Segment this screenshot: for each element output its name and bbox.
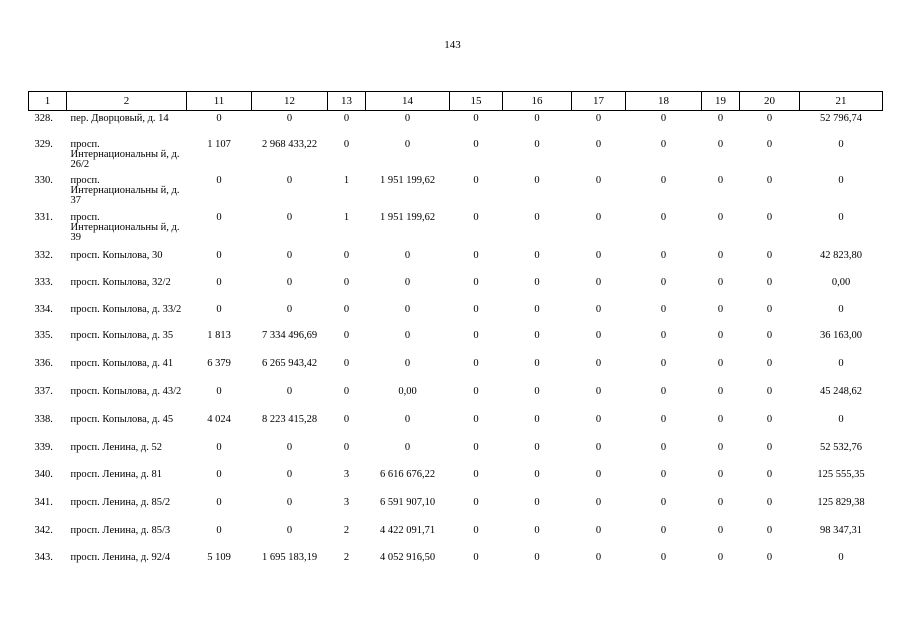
cell-value: 7 334 496,69 [261,329,318,341]
cell-value: 0 [534,441,540,453]
cell-value: 0 [216,496,222,508]
cell-value: 52 532,76 [820,441,862,453]
cell-value: 0 [717,329,724,341]
cell-value: 0 [216,303,222,315]
cell-value: 0 [717,138,724,150]
table-row [29,328,883,356]
cell-value: 52 796,74 [820,113,862,124]
column-header: 13 [328,92,366,111]
cell-value: 0 [534,468,540,480]
cell-value: 0 [717,357,724,369]
cell-value: 0 [660,138,667,150]
cell-value: 0 [216,113,222,124]
cell-value: 0 [216,385,222,397]
cell-value: 1 813 [207,329,231,341]
cell-value: 0 [766,551,773,563]
cell-value: 0 [595,174,602,186]
cell-value: 125 829,38 [817,496,865,508]
cell-value: 0 [343,303,350,315]
cell-value: 0 [534,357,540,369]
row-number: 339. [34,441,53,453]
column-header: 19 [702,92,740,111]
cell-value: 98 347,31 [820,524,862,536]
cell-value: 0 [343,329,350,341]
row-address: просп. Ленина, д. 85/3 [70,524,171,536]
row-number: 342. [34,524,53,536]
row-address: просп. Ленина, д. 81 [70,468,162,480]
cell-value: 0 [473,211,479,223]
cell-value: 0 [766,276,773,288]
cell-value: 0 [404,329,411,341]
cell-value: 0 [473,496,479,508]
cell-value: 0 [595,385,602,397]
row-address: просп. Копылова, 30 [70,249,163,261]
cell-value: 0 [717,468,724,480]
cell-value: 0 [766,441,773,453]
cell-value: 0 [286,441,293,453]
cell-value: 6 265 943,42 [261,357,318,369]
cell-value: 0 [216,524,222,536]
row-number: 329. [34,138,53,150]
cell-value: 0 [717,249,724,261]
cell-value: 0 [766,113,773,124]
column-header: 11 [187,92,252,111]
cell-value: 0 [404,113,411,124]
cell-value: 6 379 [207,357,231,369]
cell-value: 0 [473,524,479,536]
cell-value: 45 248,62 [820,385,862,397]
cell-value: 0 [286,211,293,223]
cell-value: 0 [595,329,602,341]
cell-value: 0 [473,174,479,186]
cell-value: 1 [343,174,350,186]
cell-value: 0 [766,385,773,397]
column-header: 14 [366,92,450,111]
data-table [28,91,883,578]
cell-value: 0 [286,303,293,315]
table-row [29,495,883,523]
cell-value: 0 [473,413,479,425]
cell-value: 3 [343,496,350,508]
cell-value: 0 [286,276,293,288]
cell-value: 0 [534,211,540,223]
cell-value: 0 [343,357,350,369]
row-number: 333. [34,276,53,288]
row-number: 336. [34,357,53,369]
cell-value: 0 [717,113,724,124]
cell-value: 0 [660,211,667,223]
cell-value: 2 968 433,22 [261,138,318,150]
cell-value: 0 [286,385,293,397]
cell-value: 0 [473,551,479,563]
table-row [29,173,883,210]
cell-value: 0 [473,276,479,288]
row-address: пер. Дворцовый, д. 14 [70,113,169,124]
column-header: 21 [800,92,883,111]
cell-value: 0 [286,249,293,261]
column-header: 12 [252,92,328,111]
cell-value: 0 [473,138,479,150]
column-header: 15 [450,92,503,111]
cell-value: 0 [343,385,350,397]
table-header-row [29,92,883,111]
cell-value: 0 [473,249,479,261]
cell-value: 0 [473,303,479,315]
table-row [29,412,883,440]
table-body [29,111,883,578]
cell-value: 0 [534,413,540,425]
cell-value: 0 [717,303,724,315]
row-address: просп. Ленина, д. 52 [70,441,162,453]
cell-value: 1 [343,211,350,223]
cell-value: 0 [595,211,602,223]
cell-value: 0 [473,468,479,480]
table-row [29,111,883,137]
table-row [29,356,883,384]
cell-value: 0 [717,524,724,536]
table-row [29,248,883,275]
cell-value: 2 [343,551,350,563]
cell-value: 0 [660,357,667,369]
cell-value: 0 [595,357,602,369]
cell-value: 0 [660,385,667,397]
row-number: 332. [34,249,53,261]
column-header: 20 [740,92,800,111]
cell-value: 0 [216,211,222,223]
column-header: 17 [572,92,626,111]
cell-value: 0 [595,138,602,150]
cell-value: 0 [534,385,540,397]
cell-value: 0 [595,413,602,425]
cell-value: 0 [717,211,724,223]
cell-value: 0 [717,385,724,397]
row-address: просп. Копылова, д. 33/2 [70,303,182,315]
cell-value: 0 [660,468,667,480]
cell-value: 0 [534,113,540,124]
column-header: 16 [503,92,572,111]
row-address: просп. Интернациональны й, д. 26/2 [70,138,180,170]
table-row [29,137,883,173]
cell-value: 0 [595,113,602,124]
cell-value: 0 [766,211,773,223]
cell-value: 0 [660,303,667,315]
cell-value: 0 [534,329,540,341]
cell-value: 0 [343,276,350,288]
cell-value: 0 [766,524,773,536]
cell-value: 0 [404,276,411,288]
cell-value: 0 [766,249,773,261]
cell-value: 0 [286,524,293,536]
cell-value: 0 [717,441,724,453]
cell-value: 0 [534,551,540,563]
cell-value: 0 [660,329,667,341]
table-row [29,550,883,578]
cell-value: 0 [534,138,540,150]
cell-value: 0 [534,249,540,261]
cell-value: 0 [286,468,293,480]
cell-value: 0 [473,385,479,397]
cell-value: 0 [473,357,479,369]
cell-value: 0 [766,329,773,341]
table-row [29,275,883,302]
cell-value: 0 [660,441,667,453]
cell-value: 0 [766,138,773,150]
cell-value: 0 [595,524,602,536]
cell-value: 0 [660,496,667,508]
cell-value: 2 [343,524,350,536]
cell-value: 0 [838,551,844,563]
cell-value: 1 951 199,62 [379,174,436,186]
cell-value: 125 555,35 [817,468,865,480]
cell-value: 0 [534,524,540,536]
row-address: просп. Ленина, д. 85/2 [70,496,171,508]
table-row [29,440,883,467]
cell-value: 0 [717,276,724,288]
cell-value: 0 [595,468,602,480]
cell-value: 0 [473,329,479,341]
row-address: просп. Копылова, д. 41 [70,357,174,369]
cell-value: 4 052 916,50 [379,551,436,563]
cell-value: 0 [660,249,667,261]
cell-value: 0 [286,496,293,508]
cell-value: 0 [216,276,222,288]
cell-value: 0 [534,174,540,186]
cell-value: 0 [404,303,411,315]
cell-value: 0 [473,113,479,124]
table-row [29,210,883,248]
cell-value: 0 [838,303,844,315]
cell-value: 42 823,80 [820,249,862,261]
cell-value: 6 591 907,10 [379,496,436,508]
row-number: 328. [34,113,53,124]
cell-value: 0 [717,551,724,563]
cell-value: 0 [660,551,667,563]
cell-value: 0 [343,413,350,425]
table-row [29,302,883,328]
cell-value: 0 [534,303,540,315]
cell-value: 3 [343,468,350,480]
cell-value: 0 [838,357,844,369]
cell-value: 5 109 [207,551,231,563]
cell-value: 1 951 199,62 [379,211,436,223]
row-number: 338. [34,413,53,425]
cell-value: 0 [660,413,667,425]
cell-value: 0 [838,174,844,186]
cell-value: 0 [766,303,773,315]
row-address: просп. Интернациональны й, д. 37 [70,174,180,206]
cell-value: 0 [534,276,540,288]
cell-value: 0 [286,113,293,124]
cell-value: 0 [660,524,667,536]
page-number: 143 [444,39,461,51]
cell-value: 0 [216,249,222,261]
row-number: 335. [34,329,53,341]
cell-value: 4 422 091,71 [379,524,436,536]
cell-value: 0 [595,303,602,315]
cell-value: 0,00 [831,276,851,288]
row-address: просп. Интернациональны й, д. 39 [70,211,180,243]
cell-value: 0 [595,551,602,563]
cell-value: 8 223 415,28 [261,413,318,425]
row-number: 334. [34,303,53,315]
row-address: просп. Копылова, д. 35 [70,329,174,341]
row-number: 343. [34,551,53,563]
table-row [29,467,883,495]
cell-value: 0 [404,441,411,453]
cell-value: 0 [766,413,773,425]
column-header: 18 [626,92,702,111]
cell-value: 0 [216,174,222,186]
cell-value: 0 [404,357,411,369]
cell-value: 0 [838,138,844,150]
cell-value: 4 024 [207,413,231,425]
cell-value: 0 [766,468,773,480]
cell-value: 0 [838,413,844,425]
row-number: 337. [34,385,53,397]
cell-value: 36 163,00 [820,329,862,341]
cell-value: 0 [717,496,724,508]
row-number: 340. [34,468,53,480]
cell-value: 0 [286,174,293,186]
cell-value: 0 [404,413,411,425]
column-header: 1 [29,92,67,111]
cell-value: 0 [766,174,773,186]
row-address: просп. Ленина, д. 92/4 [70,551,171,563]
cell-value: 0 [717,413,724,425]
cell-value: 0 [595,496,602,508]
cell-value: 0,00 [398,385,417,397]
row-address: просп. Копылова, 32/2 [70,276,171,288]
cell-value: 0 [216,468,222,480]
cell-value: 0 [660,113,667,124]
row-number: 331. [34,211,53,223]
cell-value: 0 [595,276,602,288]
row-address: просп. Копылова, д. 43/2 [70,385,182,397]
cell-value: 0 [838,211,844,223]
row-address: просп. Копылова, д. 45 [70,413,174,425]
cell-value: 0 [595,441,602,453]
cell-value: 1 107 [207,138,231,150]
row-number: 330. [34,174,53,186]
cell-value: 0 [343,249,350,261]
cell-value: 6 616 676,22 [379,468,436,480]
cell-value: 0 [766,496,773,508]
cell-value: 0 [404,138,411,150]
cell-value: 1 695 183,19 [261,551,318,563]
cell-value: 0 [766,357,773,369]
cell-value: 0 [717,174,724,186]
cell-value: 0 [534,496,540,508]
cell-value: 0 [473,441,479,453]
cell-value: 0 [343,441,350,453]
cell-value: 0 [660,174,667,186]
table-row [29,523,883,550]
row-number: 341. [34,496,53,508]
cell-value: 0 [660,276,667,288]
cell-value: 0 [595,249,602,261]
cell-value: 0 [343,138,350,150]
cell-value: 0 [404,249,411,261]
column-header: 2 [67,92,187,111]
cell-value: 0 [343,113,350,124]
table-row [29,384,883,412]
cell-value: 0 [216,441,222,453]
